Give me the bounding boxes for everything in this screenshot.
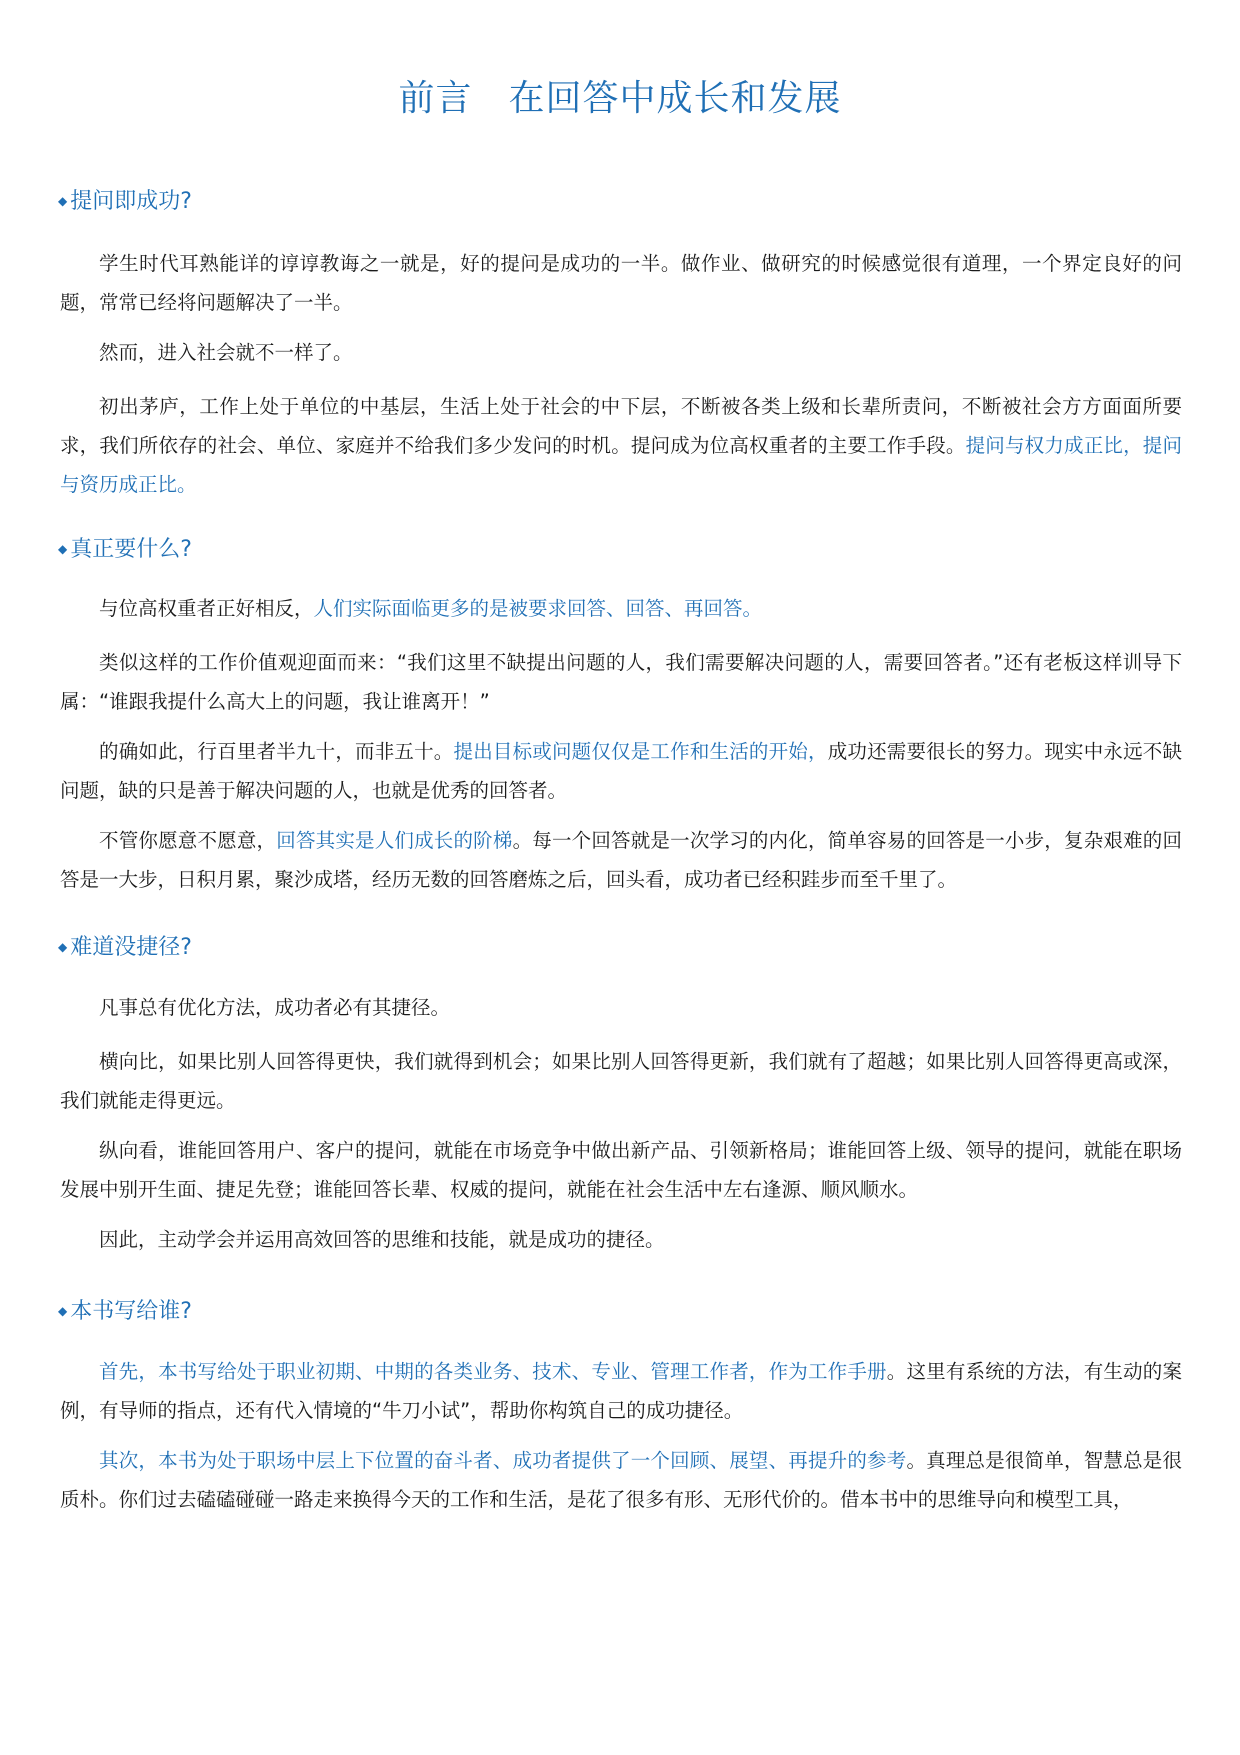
paragraph: 纵向看，谁能回答用户、客户的提问，就能在市场竞争中做出新产品、引领新格局；谁能回答上级、领导的提问，就能在职场发展中别开生面、捷足先登；谁能回答长辈、权威的提问，就能在社会生活中左右逢源、顺风顺水。 [60,1139,1182,1201]
paragraph: 首先，本书写给处于职业初期、中期的各类业务、技术、专业、管理工作者，作为工作手册。这里有系统的方法，有生动的案例，有导师的指点，还有代入情境的“牛刀小试”，帮助你构筑自己的成功捷径。 [60,1360,1182,1422]
paragraph: 不管你愿意不愿意，回答其实是人们成长的阶梯。每一个回答就是一次学习的内化，简单容易的回答是一小步，复杂艰难的回答是一大步，日积月累，聚沙成塔，经历无数的回答磨炼之后，回头看，成功者已经积跬步而至千里了。 [60,829,1182,891]
paragraph: 的确如此，行百里者半九十，而非五十。提出目标或问题仅仅是工作和生活的开始，成功还需要很长的努力。现实中永远不缺问题，缺的只是善于解决问题的人，也就是优秀的回答者。 [60,740,1182,802]
highlight-text: 首先，本书写给处于职业初期、中期的各类业务、技术、专业、管理工作者，作为工作手册 [99,1360,887,1383]
highlight-text: 其次，本书为处于职场中层上下位置的奋斗者、成功者提供了一个回顾、展望、再提升的参考 [99,1449,907,1472]
section-heading: ◆ 本书写给谁? [58,1299,192,1324]
highlight-text: 提出目标或问题仅仅是工作和生活的开始， [453,740,828,763]
highlight-text: 回答其实是人们成长的阶梯 [276,829,513,852]
section-heading: ◆ 提问即成功? [58,189,192,214]
paragraph: 因此，主动学会并运用高效回答的思维和技能，就是成功的捷径。 [99,1228,665,1251]
paragraph: 学生时代耳熟能详的谆谆教诲之一就是，好的提问是成功的一半。做作业、做研究的时候感觉很有道理，一个界定良好的问题，常常已经将问题解决了一半。 [60,252,1182,314]
paragraph: 类似这样的工作价值观迎面而来：“我们这里不缺提出问题的人，我们需要解决问题的人，需要回答者。”还有老板这样训导下属：“谁跟我提什么高大上的问题，我让谁离开！” [60,651,1182,713]
paragraph: 与位高权重者正好相反，人们实际面临更多的是被要求回答、回答、再回答。 [99,597,763,620]
paragraph: 凡事总有优化方法，成功者必有其捷径。 [99,996,451,1019]
page-title [0,70,1240,121]
diamond-bullet-icon: ◆ [58,542,68,556]
diamond-bullet-icon: ◆ [58,194,68,208]
section-heading: ◆ 难道没捷径? [58,935,192,960]
highlight-text: 人们实际面临更多的是被要求回答、回答、再回答。 [313,597,763,620]
section-heading: ◆ 真正要什么? [58,537,192,562]
diamond-bullet-icon: ◆ [58,940,68,954]
paragraph: 初出茅庐，工作上处于单位的中基层，生活上处于社会的中下层，不断被各类上级和长辈所责问，不断被社会方方面面所要求，我们所依存的社会、单位、家庭并不给我们多少发问的时机。提问成为位高权重者的主要工作手段。提问与权力成正比，提问与资历成正比。 [60,395,1182,496]
paragraph: 然而，进入社会就不一样了。 [99,341,353,364]
paragraph: 横向比，如果比别人回答得更快，我们就得到机会；如果比别人回答得更新，我们就有了超越；如果比别人回答得更高或深，我们就能走得更远。 [60,1050,1182,1112]
title-part2: 在回答中成长和发展 [508,78,842,119]
highlight-text: 提问与权力成正比，提问与资历成正比。 [60,434,1182,496]
diamond-bullet-icon: ◆ [58,1304,68,1318]
paragraph: 其次，本书为处于职场中层上下位置的奋斗者、成功者提供了一个回顾、展望、再提升的参考。真理总是很简单，智慧总是很质朴。你们过去磕磕碰碰一路走来换得今天的工作和生活，是花了很多有形、无形代价的。借本书中的思维导向和模型工具， [60,1449,1182,1511]
title-part1: 前言 [398,78,473,119]
